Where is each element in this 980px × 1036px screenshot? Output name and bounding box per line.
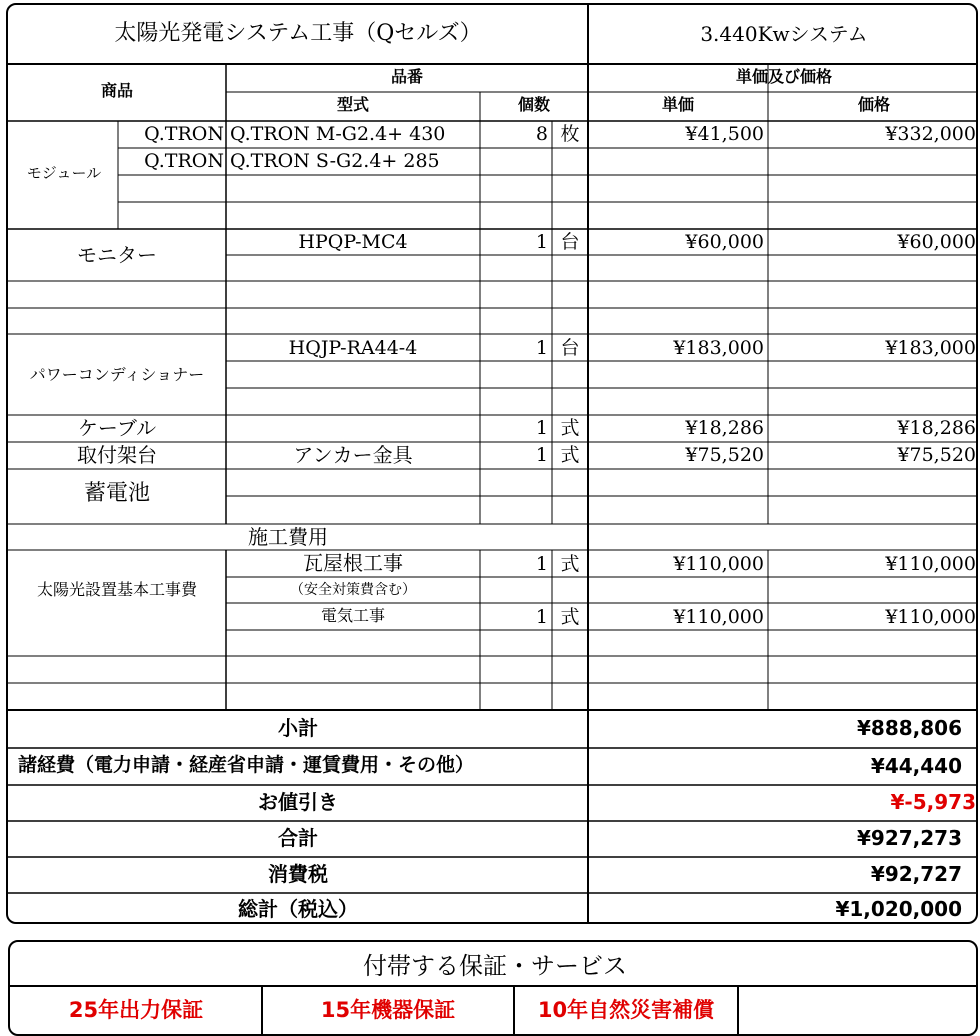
- warranty-title: 付帯する保証・サービス: [363, 952, 627, 980]
- monitor-model: HPQP-MC4: [298, 231, 408, 253]
- cable-label: ケーブル: [77, 416, 157, 440]
- total-value: ¥927,273: [856, 826, 962, 850]
- module-row-2-maker: Q.TRON: [144, 150, 224, 172]
- pcs-label: パワーコンディショナー: [29, 365, 205, 384]
- construction-heading: 施工費用: [248, 525, 328, 549]
- electric-work-qty: 1: [535, 606, 548, 628]
- mount-unit-price: ¥75,520: [685, 444, 764, 466]
- pcs-unit: 台: [560, 337, 580, 359]
- discount-value: ¥-5,973: [890, 790, 976, 814]
- warranty-item-equipment: 15年機器保証: [320, 998, 456, 1022]
- module-row-1-qty: 8: [535, 123, 548, 145]
- mount-label: 取付架台: [77, 443, 157, 467]
- tax-value: ¥92,727: [870, 862, 962, 886]
- module-row-1-model: Q.TRON M-G2.4+ 430: [230, 123, 446, 145]
- monitor-unit: 台: [560, 231, 580, 253]
- module-row-1-unit: 枚: [560, 123, 580, 145]
- monitor-qty: 1: [535, 231, 548, 253]
- col-unit-price: 単価: [661, 95, 694, 114]
- mount-model: アンカー金具: [293, 443, 413, 467]
- col-product: 商品: [100, 81, 133, 100]
- grand-total-value: ¥1,020,000: [835, 897, 962, 921]
- estimate-table: [6, 3, 978, 924]
- warranty-item-disaster: 10年自然災害補償: [537, 998, 715, 1022]
- expenses-value: ¥44,440: [870, 754, 962, 778]
- electric-work-price: ¥110,000: [885, 606, 976, 628]
- cable-price: ¥18,286: [897, 417, 976, 439]
- grand-total-label: 総計（税込）: [238, 897, 358, 921]
- module-row-1-unit-price: ¥41,500: [685, 123, 764, 145]
- cable-unit: 式: [560, 417, 580, 439]
- col-model: 型式: [336, 95, 369, 114]
- col-part-number: 品番: [390, 67, 423, 86]
- electric-work-name: 電気工事: [320, 606, 385, 625]
- mount-price: ¥75,520: [897, 444, 976, 466]
- module-row-1-maker: Q.TRON: [144, 123, 224, 145]
- roof-work-note: （安全対策費含む）: [290, 582, 416, 598]
- expenses-label: 諸経費（電力申請・経産省申請・運賃費用・その他）: [18, 754, 475, 776]
- construction-label: 太陽光設置基本工事費: [36, 580, 197, 599]
- subtotal-value: ¥888,806: [856, 716, 962, 740]
- module-label: モジュール: [26, 164, 102, 182]
- warranty-item-output: 25年出力保証: [68, 998, 204, 1022]
- electric-work-unit: 式: [560, 606, 580, 628]
- subtotal-label: 小計: [278, 716, 318, 740]
- pcs-model: HQJP-RA44-4: [288, 337, 418, 359]
- electric-work-unit-price: ¥110,000: [673, 606, 764, 628]
- monitor-unit-price: ¥60,000: [685, 231, 764, 253]
- pcs-unit-price: ¥183,000: [673, 337, 764, 359]
- header-title: 太陽光発電システム工事（Qセルズ）: [114, 21, 482, 46]
- battery-label: 蓄電池: [83, 481, 150, 506]
- roof-work-unit-price: ¥110,000: [673, 553, 764, 575]
- col-unit-and-price: 単価及び価格: [735, 67, 832, 86]
- header-system: 3.440Kwシステム: [700, 22, 868, 46]
- roof-work-qty: 1: [535, 553, 548, 575]
- mount-qty: 1: [535, 444, 548, 466]
- col-price: 価格: [857, 95, 890, 114]
- roof-work-name: 瓦屋根工事: [303, 551, 403, 575]
- tax-label: 消費税: [268, 862, 328, 886]
- roof-work-price: ¥110,000: [885, 553, 976, 575]
- mount-unit: 式: [560, 444, 580, 466]
- monitor-label: モニター: [77, 243, 157, 267]
- cable-qty: 1: [535, 417, 548, 439]
- roof-work-unit: 式: [560, 553, 580, 575]
- monitor-price: ¥60,000: [897, 231, 976, 253]
- warranty-box: [8, 940, 978, 1036]
- total-label: 合計: [278, 826, 318, 850]
- cable-unit-price: ¥18,286: [685, 417, 764, 439]
- col-quantity: 個数: [517, 95, 550, 114]
- module-row-2-model: Q.TRON S-G2.4+ 285: [230, 150, 440, 172]
- pcs-price: ¥183,000: [885, 337, 976, 359]
- module-row-1-price: ¥332,000: [885, 123, 976, 145]
- discount-label: お値引き: [258, 790, 338, 814]
- pcs-qty: 1: [535, 337, 548, 359]
